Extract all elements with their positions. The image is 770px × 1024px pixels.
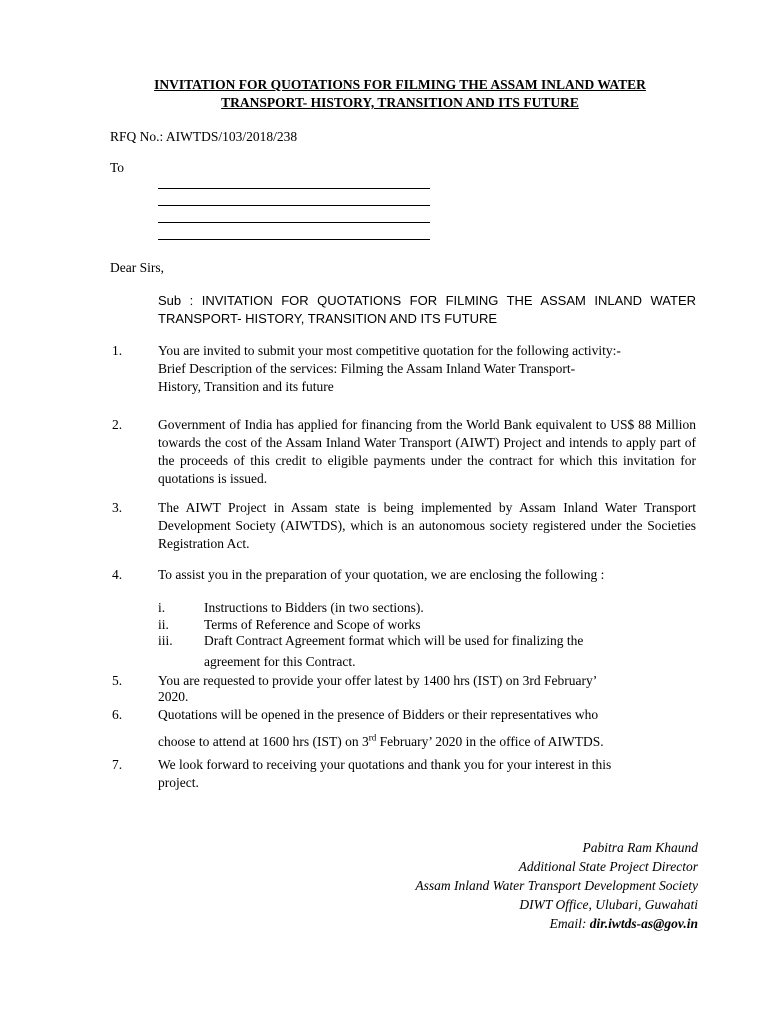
item-text xyxy=(158,342,696,396)
subject-line: Sub : INVITATION FOR QUOTATIONS FOR FILMING THE ASSAM INLAND WATER TRANSPORT- HISTORY, TRANSITION AND ITS FUTURE xyxy=(158,293,696,326)
item-text-line: You are invited to submit your most competitive quotation for the following activity:- xyxy=(158,343,621,358)
title-line-2: TRANSPORT- HISTORY, TRANSITION AND ITS FUTURE xyxy=(221,95,579,110)
item-text-segment: February’ 2020 in the office of AIWTDS. xyxy=(376,734,604,749)
document-title xyxy=(100,76,700,112)
email-address[interactable]: dir.iwtds-as@gov.in xyxy=(589,916,698,931)
item-text: The AIWT Project in Assam state is being implemented by Assam Inland Water Transport Development Society (AIWTDS), which is an autonomous society registered under the Societies Registration Act. xyxy=(158,500,696,551)
item-text-line: You are requested to provide your offer latest by 1400 hrs (IST) on 3rd February’ xyxy=(158,673,598,688)
item-text: Government of India has applied for financing from the World Bank equivalent to US$ 88 Million towards the cost of the Assam Inland Water Transport (AIWT) Project and intends to apply part of the proceeds of this credit to eligible payments under the contract for which this invitation for quotations is issued. xyxy=(158,417,696,486)
address-blank-line xyxy=(158,188,430,189)
item-text-line: History, Transition and its future xyxy=(158,379,334,394)
item-text-line: 2020. xyxy=(158,689,189,704)
ordinal-superscript: rd xyxy=(368,732,377,743)
enclosure-text-line: agreement for this Contract. xyxy=(204,654,356,669)
title-line-1: INVITATION FOR QUOTATIONS FOR FILMING THE ASSAM INLAND WATER xyxy=(154,77,646,92)
item-text xyxy=(158,756,696,792)
signature-block xyxy=(415,838,698,933)
signatory-email-line xyxy=(415,914,698,933)
signatory-office: DIWT Office, Ulubari, Guwahati xyxy=(519,897,698,912)
enclosure-text: Terms of Reference and Scope of works xyxy=(204,617,421,632)
item-number: 7. xyxy=(112,757,123,772)
enclosure-numeral: i. xyxy=(158,600,166,615)
item-text-segment: choose to attend at 1600 hrs (IST) on 3 xyxy=(158,734,369,749)
enclosure-text-line: Draft Contract Agreement format which will be used for finalizing the xyxy=(204,633,584,648)
salutation: Dear Sirs, xyxy=(110,260,164,275)
address-blank-line xyxy=(158,205,430,206)
item-text-line: Brief Description of the services: Filming the Assam Inland Water Transport- xyxy=(158,361,576,376)
item-text xyxy=(158,706,696,751)
email-label: Email: xyxy=(549,916,590,931)
item-text: To assist you in the preparation of your quotation, we are enclosing the following : xyxy=(158,567,605,582)
address-blank-line xyxy=(158,239,430,240)
signatory-organization: Assam Inland Water Transport Development Society xyxy=(415,878,698,893)
item-number: 5. xyxy=(112,673,123,688)
signatory-name: Pabitra Ram Khaund xyxy=(582,840,698,855)
enclosure-text xyxy=(204,632,698,671)
item-number: 1. xyxy=(112,343,123,358)
item-text-line: We look forward to receiving your quotations and thank you for your interest in this xyxy=(158,757,612,772)
item-number: 4. xyxy=(112,567,123,582)
item-text-line: Quotations will be opened in the presence of Bidders or their representatives who xyxy=(158,707,599,722)
item-text xyxy=(158,672,696,706)
signatory-designation: Additional State Project Director xyxy=(518,859,698,874)
enclosure-numeral: ii. xyxy=(158,617,169,632)
item-number: 6. xyxy=(112,707,123,722)
rfq-number: RFQ No.: AIWTDS/103/2018/238 xyxy=(110,129,298,144)
enclosure-numeral: iii. xyxy=(158,633,173,648)
enclosure-text: Instructions to Bidders (in two sections). xyxy=(204,600,424,615)
item-text-line: project. xyxy=(158,775,199,790)
item-number: 2. xyxy=(112,417,123,432)
item-number: 3. xyxy=(112,500,123,515)
address-blank-line xyxy=(158,222,430,223)
to-label: To xyxy=(110,160,125,175)
item-text-line xyxy=(158,733,696,751)
